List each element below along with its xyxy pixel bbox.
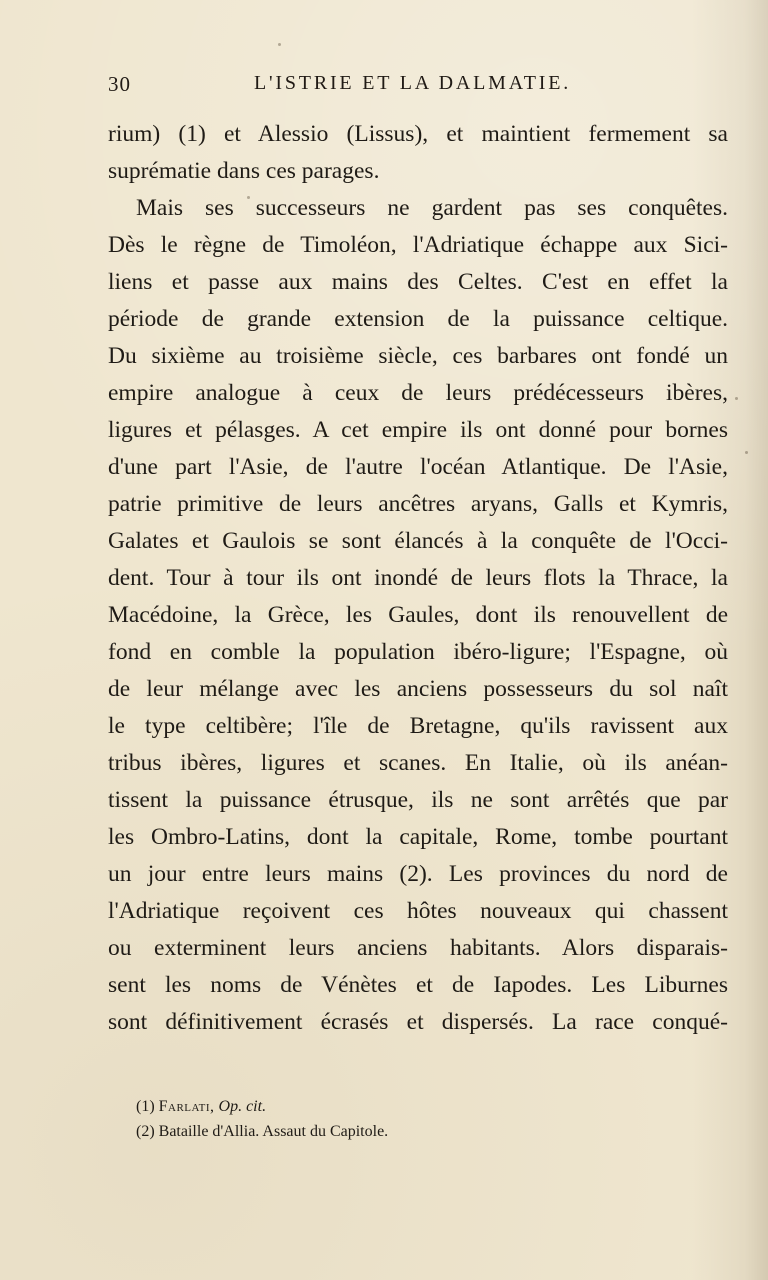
text-line: tissent la puissance étrusque, ils ne sont arrêtés que par: [108, 787, 728, 813]
text-line: ou exterminent leurs anciens habitants. Alors disparais-: [108, 935, 728, 961]
text-line: liens et passe aux mains des Celtes. C'est en effet la: [108, 269, 728, 295]
paper-speck: [278, 43, 281, 46]
body-text: [108, 116, 728, 1041]
paper-speck: [735, 397, 738, 400]
text-line: suprématie dans ces parages.: [108, 158, 380, 184]
text-line: d'une part l'Asie, de l'autre l'océan Atlantique. De l'Asie,: [108, 454, 728, 480]
footnote-marker: (1): [136, 1098, 155, 1115]
text-line: un jour entre leurs mains (2). Les provinces du nord de: [108, 861, 728, 887]
text-line: les Ombro-Latins, dont la capitale, Rome, tombe pourtant: [108, 824, 728, 850]
text-line: Du sixième au troisième siècle, ces barbares ont fondé un: [108, 343, 728, 369]
page-header: [108, 72, 648, 102]
paper-speck: [745, 451, 748, 454]
text-line: l'Adriatique reçoivent ces hôtes nouveaux qui chassent: [108, 898, 728, 924]
text-line: Macédoine, la Grèce, les Gaules, dont ils renouvellent de: [108, 602, 728, 628]
text-line: tribus ibères, ligures et scanes. En Italie, où ils anéan-: [108, 750, 728, 776]
text-line: le type celtibère; l'île de Bretagne, qu'ils ravissent aux: [108, 713, 728, 739]
footnotes: [136, 1094, 656, 1144]
text-line: Dès le règne de Timoléon, l'Adriatique échappe aux Sici-: [108, 232, 728, 258]
text-line: patrie primitive de leurs ancêtres aryans, Galls et Kymris,: [108, 491, 728, 517]
text-line: ligures et pélasges. A cet empire ils ont donné pour bornes: [108, 417, 728, 443]
page-number: 30: [108, 72, 132, 96]
text-line: empire analogue à ceux de leurs prédécesseurs ibères,: [108, 380, 728, 406]
text-line: période de grande extension de la puissance celtique.: [108, 306, 728, 332]
text-line: fond en comble la population ibéro-ligure; l'Espagne, où: [108, 639, 728, 665]
text-line: rium) (1) et Alessio (Lissus), et maintient fermement sa: [108, 121, 728, 147]
running-title: L'ISTRIE ET LA DALMATIE.: [254, 72, 572, 94]
text-line: dent. Tour à tour ils ont inondé de leurs flots la Thrace, la: [108, 565, 728, 591]
text-line: sont définitivement écrasés et dispersés. La race conqué-: [108, 1009, 728, 1035]
text-line: de leur mélange avec les anciens possesseurs du sol naît: [108, 676, 728, 702]
footnote-text: Bataille d'Allia. Assaut du Capitole.: [158, 1123, 389, 1140]
footnote-marker: (2): [136, 1123, 155, 1140]
footnote-author: Farlati,: [158, 1098, 215, 1115]
text-line: sent les noms de Vénètes et de Iapodes. Les Liburnes: [108, 972, 728, 998]
text-line: Mais ses successeurs ne gardent pas ses conquêtes.: [136, 195, 728, 221]
footnote-2: [136, 1119, 656, 1144]
paper-speck: [247, 196, 250, 199]
footnote-1: [136, 1094, 656, 1119]
text-line: Galates et Gaulois se sont élancés à la conquête de l'Occi-: [108, 528, 728, 554]
footnote-reference: Op. cit.: [218, 1098, 267, 1115]
